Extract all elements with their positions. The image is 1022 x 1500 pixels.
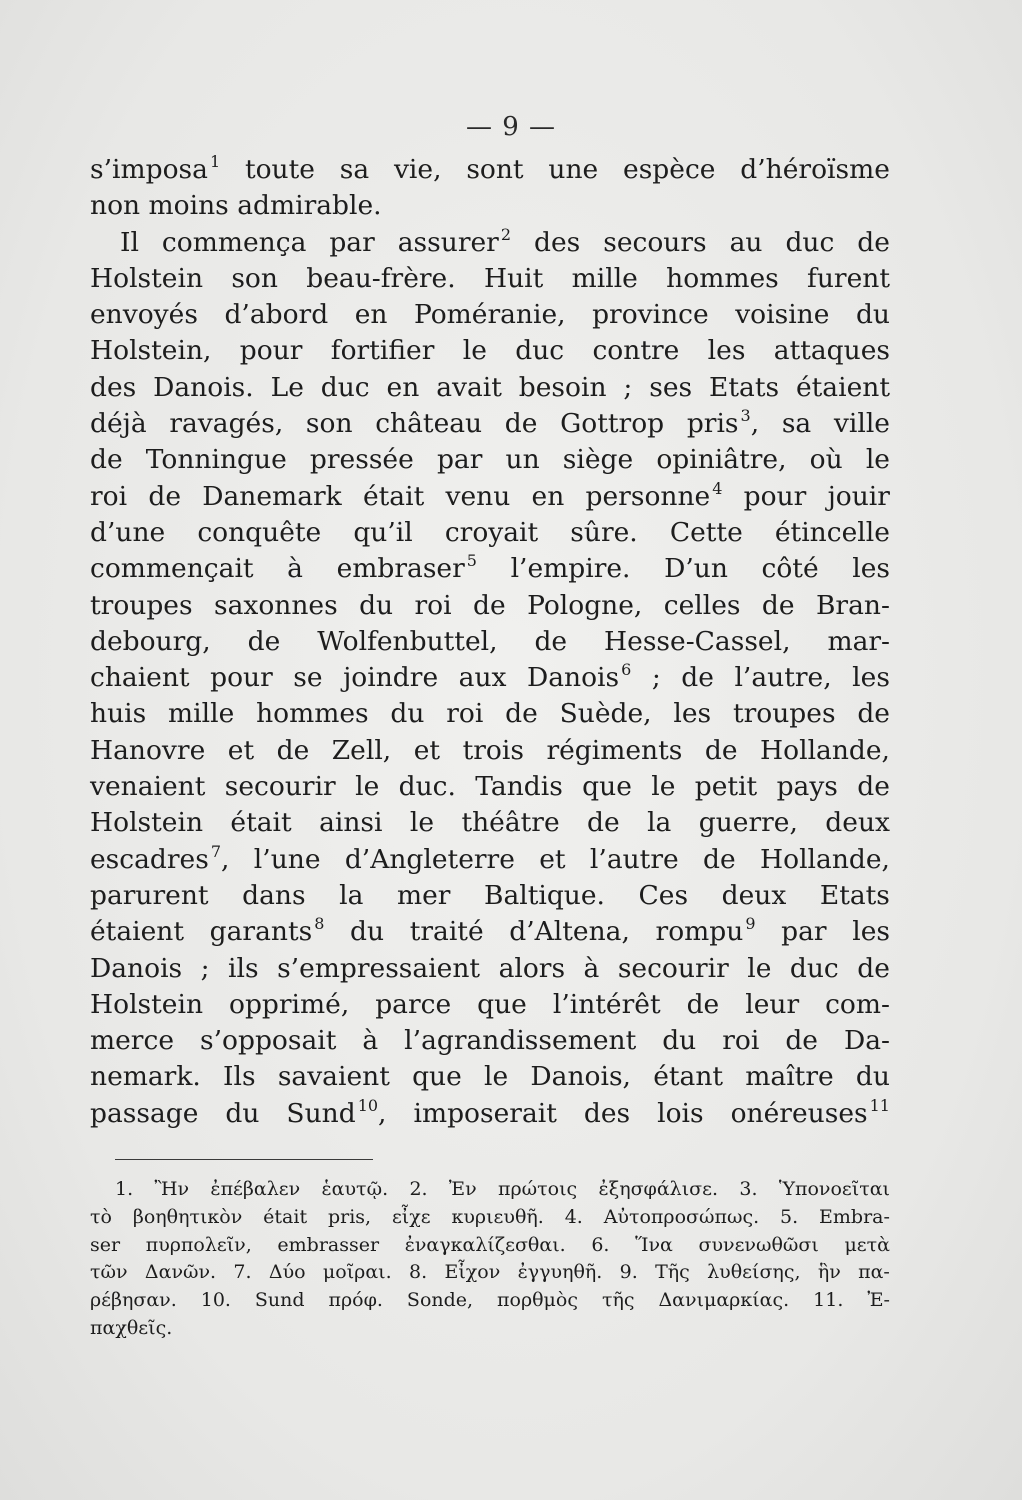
text-line: passage du Sund $^{10}$, imposerait des lois onéreuses $^{11}$ — [90, 1095, 890, 1129]
footnote-line: τῶν Δανῶν. 7. Δύο μοῖραι. 8. Εἶχον ἐγγυηθῆ. 9. Τῆς λυθείσης, ἣν πα- — [90, 1261, 890, 1284]
text-line: Holstein, pour fortifier le duc contre les attaques — [90, 335, 890, 367]
text-line: d’une conquête qu’il croyait sûre. Cette étincelle — [90, 516, 890, 548]
text-line: roi de Danemark était venu en personne $^4$ pour jouir — [90, 478, 890, 512]
text-line: Danois ; ils s’empressaient alors à secourir le duc de — [90, 952, 890, 984]
footnote-line: παχθεῖς. — [90, 1316, 173, 1339]
text-line: Holstein opprimé, parce que l’intérêt de leur com- — [90, 988, 890, 1020]
text-line: chaient pour se joindre aux Danois $^6$ ; de l’autre, les — [90, 660, 890, 694]
text-line: Holstein son beau-frère. Huit mille hommes furent — [90, 262, 890, 294]
text-line: venaient secourir le duc. Tandis que le petit pays de — [90, 771, 890, 803]
page-number: — 9 — — [465, 112, 557, 142]
text-line: debourg, de Wolfenbuttel, de Hesse-Cassel, mar- — [90, 625, 890, 657]
text-line: Holstein était ainsi le théâtre de la guerre, deux — [90, 807, 890, 839]
text-line: Hanovre et de Zell, et trois régiments de Hollande, — [90, 734, 890, 766]
footnotes — [90, 1176, 890, 1343]
text-line: escadres $^7$, l’une d’Angleterre et l’autre de Hollande, — [90, 841, 890, 875]
text-line: troupes saxonnes du roi de Pologne, celles de Bran- — [90, 589, 890, 621]
text-line: des Danois. Le duc en avait besoin ; ses Etats étaient — [90, 371, 890, 403]
text-line: non moins admirable. — [90, 190, 382, 222]
text-line: commençait à embraser $^5$ l’empire. D’un côté les — [90, 551, 890, 585]
text-line: huis mille hommes du roi de Suède, les troupes de — [90, 698, 890, 730]
footnote-line: 1. Ἢν ἐπέβαλεν ἑαυτῷ. 2. Ἐν πρώτοις ἐξησφάλισε. 3. Ὑπονοεῖται — [115, 1178, 890, 1200]
text-line: parurent dans la mer Baltique. Ces deux Etats — [90, 879, 890, 911]
text-line: déjà ravagés, son château de Gottrop pris $^3$, sa ville — [90, 406, 890, 440]
text-line: s’imposa $^1$ toute sa vie, sont une espèce d’héroïsme — [90, 152, 890, 185]
footnote-line: τὸ βοηθητικὸν était pris, εἶχε κυριευθῆ. 4. Αὐτοπροσώπως. 5. Embra- — [90, 1205, 890, 1228]
text-line: étaient garants $^8$ du traité d’Altena, rompu $^9$ par les — [90, 914, 890, 948]
text-line: Il commença par assurer $^2$ des secours au duc de — [120, 224, 890, 258]
text-line: nemark. Ils savaient que le Danois, étant maître du — [90, 1061, 890, 1093]
text-line: merce s’opposait à l’agrandissement du roi de Da- — [90, 1025, 890, 1057]
body-text — [90, 152, 890, 1132]
text-line: envoyés d’abord en Poméranie, province voisine du — [90, 299, 890, 331]
footnote-divider — [115, 1159, 373, 1160]
footnote-line: ρέβησαν. 10. Sund πρόφ. Sonde, πορθμὸς τῆς Δανιμαρκίας. 11. Ἐ- — [90, 1289, 890, 1312]
text-line: de Tonningue pressée par un siège opiniâtre, où le — [90, 444, 890, 476]
footnote-line: ser πυρπολεῖν, embrasser ἐναγκαλίζεσθαι. 6. Ἵνα συνενωθῶσι μετὰ — [90, 1233, 890, 1256]
